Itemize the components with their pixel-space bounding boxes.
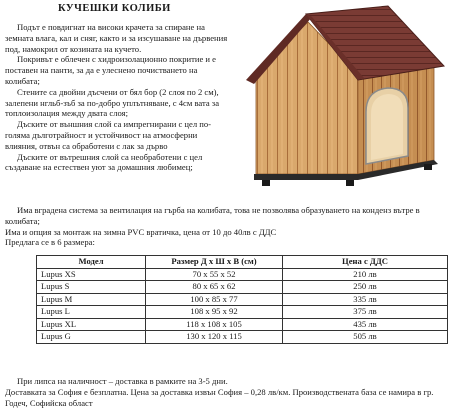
cell-size: 130 х 120 х 115: [146, 331, 283, 344]
cell-price: 505 лв: [283, 331, 448, 344]
cell-size: 70 х 55 х 52: [146, 268, 283, 281]
cell-size: 118 х 108 х 105: [146, 318, 283, 331]
description-left: [5, 22, 231, 173]
table-header-row: [37, 256, 448, 269]
header-size: Размер Д х Ш х В (см): [146, 256, 283, 269]
table-row: [37, 281, 448, 294]
cell-price: 435 лв: [283, 318, 448, 331]
cell-price: 375 лв: [283, 306, 448, 319]
cell-price: 250 лв: [283, 281, 448, 294]
cell-model: Lupus M: [37, 293, 146, 306]
dog-house-image: [238, 4, 446, 190]
table-row: [37, 268, 448, 281]
cell-model: Lupus XS: [37, 268, 146, 281]
cell-size: 108 х 95 х 92: [146, 306, 283, 319]
sizes-table: [36, 255, 448, 344]
paragraph-winter-door: Има и опция за монтаж на зимна PVC вратичка, цена от 10 до 40лв с ДДС: [5, 226, 277, 237]
cell-model: Lupus S: [37, 281, 146, 294]
paragraph-inner-boards: Дъските от вътрешния слой са необработени с цел създаване на естествен уют за домашния любимец;: [5, 151, 203, 173]
table-row: [37, 318, 448, 331]
paragraph-sizes-intro: Предлага се в 6 размера:: [5, 237, 95, 248]
cell-model: Lupus XL: [37, 318, 146, 331]
cell-model: Lupus L: [37, 306, 146, 319]
cell-size: 100 х 85 х 77: [146, 293, 283, 306]
paragraph-ventilation: Има вградена система за вентилация на гърба на колибата, това не позволява образуването на конденз вътре в колибата;: [5, 205, 420, 226]
table-row: [37, 293, 448, 306]
paragraph-outer-boards: Дъските от външния слой са импрегнирани с цел по-голяма дълготрайност и устойчивост на атмосферни влияния, отвън са обработени с лак за дърво: [5, 119, 212, 151]
footer-text: [5, 376, 447, 408]
paragraph-floor: Подът е повдигнат на високи крачета за спиране на земната влага, кал и сняг, както и за изсушаване на дървения под, намокрил от козината на кучето.: [5, 22, 228, 54]
paragraph-roof: Покривът е облечен с хидроизолационно покритие и е поставен на панти, за да е улеснено почистването на колибата;: [5, 54, 216, 86]
paragraph-walls: Стените са двойни дъсчени от бял бор (2 слоя по 2 см), залепени нгльб-зъб за по-добро уплътняване, с 4см вата за топлоизолация между двата слоя;: [5, 86, 220, 119]
header-model: Модел: [37, 256, 146, 269]
paragraph-delivery: Доставката за София е безплатна. Цена за доставка извън София – 0,28 лв/км. Производствената база се намира в гр. Годеч, Софийска област: [5, 386, 434, 408]
cell-price: 335 лв: [283, 293, 448, 306]
table-row: [37, 331, 448, 344]
page-title: КУЧЕШКИ КОЛИБИ: [58, 3, 171, 14]
table-row: [37, 306, 448, 319]
paragraph-availability: При липса на наличност – доставка в рамките на 3-5 дни.: [17, 376, 228, 386]
cell-price: 210 лв: [283, 268, 448, 281]
header-price: Цена с ДДС: [283, 256, 448, 269]
cell-model: Lupus G: [37, 331, 146, 344]
description-wide: [5, 205, 445, 248]
cell-size: 80 х 65 х 62: [146, 281, 283, 294]
